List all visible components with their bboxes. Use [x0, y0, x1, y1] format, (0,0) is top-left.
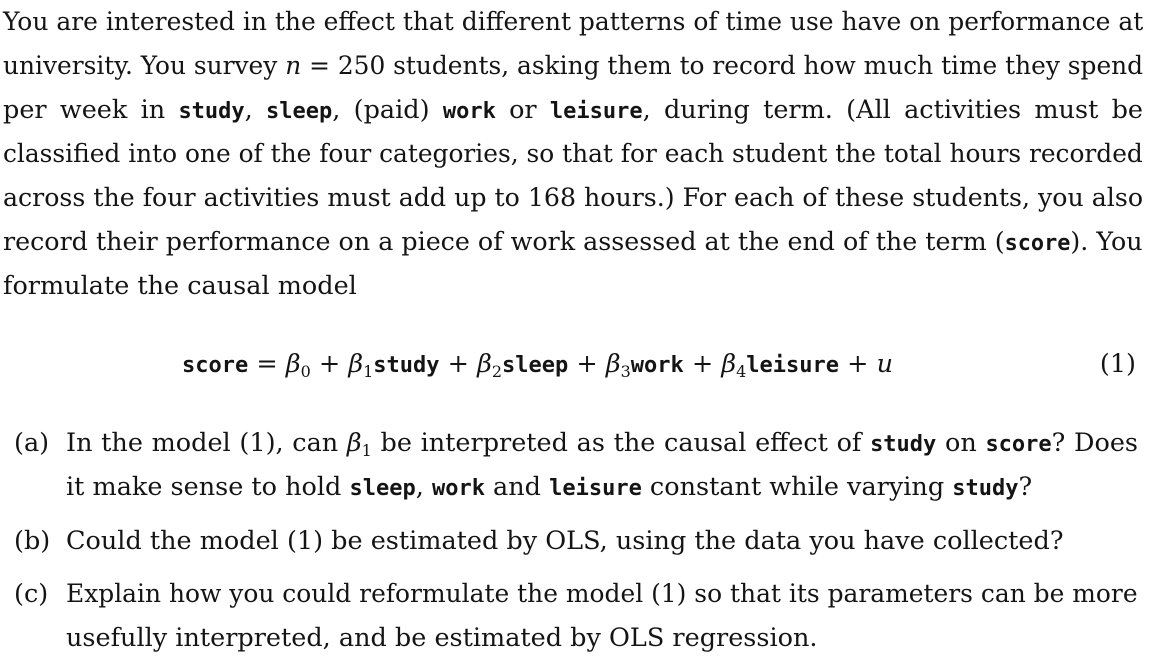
eq-sleep: sleep: [502, 353, 569, 378]
equation-number: (1): [1099, 349, 1136, 379]
eq-plus: +: [683, 349, 722, 379]
intro-line: [3, 88, 1143, 132]
question-label: (a): [14, 428, 50, 458]
question-line: Explain how you could reformulate the model (1) so that its parameters can be more: [66, 579, 1138, 609]
eq-study: study: [373, 353, 440, 378]
eq-work: work: [630, 353, 684, 378]
code-work: work: [442, 99, 496, 124]
question-label: (c): [14, 579, 49, 609]
text-run: = 250 students, asking them to record how much time they spend: [301, 51, 1144, 81]
text-run: In the model (1), can: [66, 428, 347, 458]
eq-plus: +: [838, 349, 877, 379]
eq-subscript: 4: [736, 362, 747, 381]
text-run: per week in: [3, 95, 179, 125]
eq-equals: =: [248, 349, 286, 379]
text-run: formulate the causal model: [3, 271, 357, 301]
text-run: ,: [415, 472, 432, 502]
math-beta: β: [346, 428, 362, 458]
intro-line: [3, 0, 1144, 44]
math-n: n: [285, 51, 302, 81]
intro-line: [3, 264, 1143, 308]
code-sleep: sleep: [266, 99, 333, 124]
eq-beta: β: [348, 349, 364, 379]
intro-line: [3, 176, 1144, 220]
code-work: work: [431, 476, 485, 501]
text-run: classified into one of the four categories, so that for each student the total hours recorded: [3, 139, 1143, 169]
code-score: score: [1004, 231, 1071, 256]
text-run: it make sense to hold: [66, 472, 350, 502]
code-leisure: leisure: [549, 99, 643, 124]
code-study: study: [952, 476, 1019, 501]
code-sleep: sleep: [349, 476, 416, 501]
question-line: Could the model (1) be estimated by OLS, using the data you have collected?: [66, 526, 1064, 556]
eq-subscript: 2: [491, 362, 503, 381]
text-run: , during term. (All activities must be: [642, 95, 1143, 125]
question-body: [66, 519, 1138, 563]
text-run: record their performance on a piece of work assessed at the end of the term (: [3, 227, 1005, 257]
text-run: ). You: [1070, 227, 1143, 257]
code-study: study: [870, 432, 937, 457]
question-body: [66, 421, 1138, 509]
eq-plus: +: [439, 349, 478, 379]
text-run: ?: [1018, 472, 1033, 502]
question-body: [66, 572, 1138, 660]
question-line: [66, 421, 1138, 465]
question-line: usefully interpreted, and be estimated by OLS regression.: [66, 623, 818, 653]
text-run: across the four activities must add up to 168 hours.) For each of these students, you also: [3, 183, 1144, 213]
eq-subscript: 3: [620, 362, 631, 381]
eq-score: score: [182, 353, 249, 378]
text-run: You are interested in the effect that different patterns of time use have on performance at: [3, 7, 1144, 37]
intro-line: [3, 44, 1144, 88]
eq-subscript: 1: [363, 362, 374, 381]
intro-paragraph: [3, 0, 1143, 308]
math-subscript: 1: [361, 441, 372, 460]
eq-beta: β: [477, 349, 492, 379]
intro-line: [3, 132, 1143, 176]
text-run: university. You survey: [3, 51, 286, 81]
eq-plus: +: [568, 349, 606, 379]
eq-leisure: leisure: [746, 353, 839, 378]
eq-beta: β: [285, 349, 301, 379]
text-run: and: [484, 472, 550, 502]
equation: [182, 342, 893, 388]
text-run: or: [495, 95, 550, 125]
question-label: (b): [14, 526, 51, 556]
eq-beta: β: [721, 349, 737, 379]
code-score: score: [985, 432, 1052, 457]
text-run: be interpreted as the causal effect of: [371, 428, 871, 458]
eq-plus: +: [310, 349, 349, 379]
eq-subscript: 0: [300, 362, 311, 381]
text-run: , (paid): [332, 95, 443, 125]
intro-line: [3, 220, 1143, 264]
text-run: ? Does: [1051, 428, 1138, 458]
eq-u: u: [876, 349, 893, 379]
text-run: ,: [244, 95, 267, 125]
question-line: [66, 465, 1138, 509]
text-run: on: [936, 428, 986, 458]
text-run: constant while varying: [641, 472, 953, 502]
code-leisure: leisure: [549, 476, 642, 501]
code-study: study: [178, 99, 245, 124]
eq-beta: β: [605, 349, 621, 379]
